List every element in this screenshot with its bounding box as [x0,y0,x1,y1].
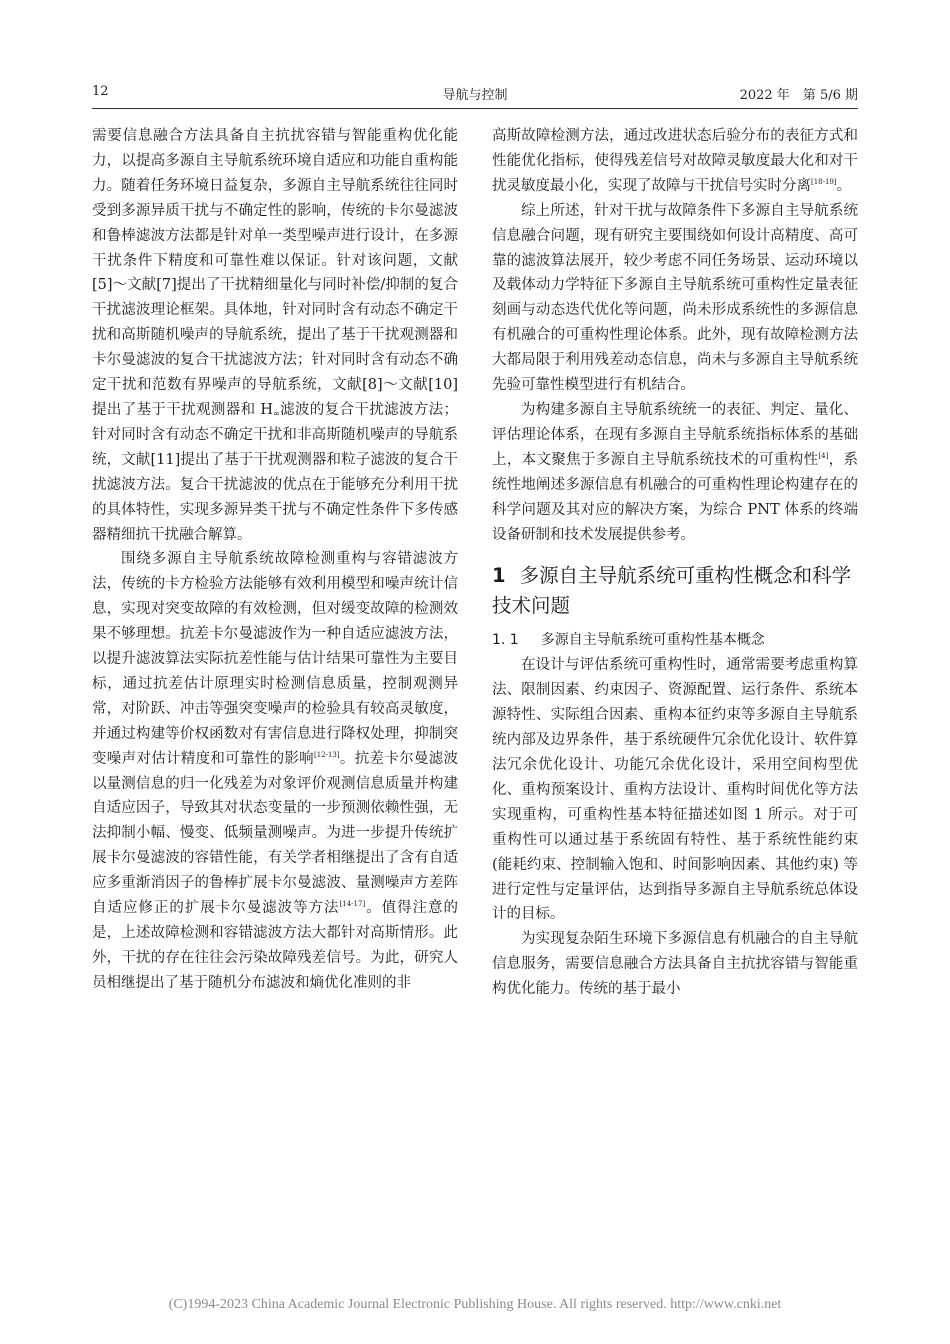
paragraph-1-tail: 滤波的复合干扰滤波方法；针对同时含有动态不确定干扰和非高斯随机噪声的导航系统，文献[11]提出了基于干扰观测器和粒子滤波的复合干扰滤波方法。复合干扰滤波的优点在于能够充分利用干扰的具体特性，实现多源异类干扰与不确定性条件下多传感器精细抗干扰融合解算。 [92,401,458,543]
citation-4: [4] [818,451,829,460]
paragraph-3-text-b: 。 [836,177,852,194]
paragraph-3-text-a: 高斯故障检测方法，通过改进状态后验分布的表征方式和性能优化指标，使得残差信号对故障灵敏度最大化和对干扰灵敏度最小化，实现了故障与干扰信号实时分离 [492,128,858,194]
paragraph-2 [92,547,458,995]
section-1-heading [492,561,858,621]
paragraph-5-text-b: ，系统性地阐述多源信息有机融合的可重构性理论构建存在的科学问题及其对应的解决方案，为综合 PNT 体系的终端设备研制和技术发展提供参考。 [492,451,859,543]
issue-info: 2022 年 第 5/6 期 [739,88,858,103]
paragraph-1 [92,124,458,547]
page-number: 12 [92,84,109,99]
section-1-1-title: 多源自主导航系统可重构性基本概念 [540,632,765,649]
running-header [92,84,858,106]
paragraph-7: 为实现复杂陌生环境下多源信息有机融合的自主导航信息服务，需要信息融合方法具备自主抗扰容错与智能重构优化能力。传统的基于最小 [492,931,858,998]
citation-14-17: [14-17] [339,900,366,909]
section-1-1-number: 1. 1 [492,632,519,649]
citation-18-19: [18-19] [811,177,837,186]
paragraph-5-text-a: 为构建多源自主导航系统统一的表征、判定、量化、评估理论体系，在现有多源自主导航系统指标体系的基础上，本文聚焦于多源自主导航系统技术的可重构性 [492,401,858,468]
section-1-1-heading [492,627,858,653]
citation-12-13: [12-13] [313,750,340,759]
paragraph-2-text-b: 。抗差卡尔曼滤波以量测信息的归一化残差为对象评价观测信息质量并构建自适应因子，导致其对状态变量的一步预测依赖性强，无法抑制小幅、慢变、低频量测噪声。为进一步提升传统扩展卡尔曼滤波的容错性能，有关学者相继提出了含有自适应多重渐消因子的鲁棒扩展卡尔曼滤波、量测噪声方差阵自适应修正的扩展卡尔曼滤波等方法 [92,750,459,917]
paragraph-4: 综上所述，针对干扰与故障条件下多源自主导航系统信息融合问题，现有研究主要围绕如何设计高精度、高可靠的滤波算法展开，较少考虑不同任务场景、运动环境以及载体动力学特征下多源自主导航系统可重构性定量表征刻画与动态迭代优化等问题，尚未形成系统性的多源信息有机融合的可重构性理论体系。此外，现有故障检测方法大都局限于利用残差动态信息，尚未与多源自主导航系统先验可靠性模型进行有机结合。 [492,202,858,394]
journal-title: 导航与控制 [442,88,508,103]
header-rule [92,108,858,109]
copyright-footer: (C)1994-2023 China Academic Journal Electronic Publishing House. All rights reserved. http://www.cnki.net [168,1297,782,1312]
h-infinity-subscript: ∞ [273,408,280,418]
paragraph-1-text: 需要信息融合方法具备自主抗扰容错与智能重构优化能力，以提高多源自主导航系统环境自适应和功能自重构能力。随着任务环境日益复杂，多源自主导航系统往往同时受到多源异质干扰与不确定性的影响，传统的卡尔曼滤波和鲁棒滤波方法都是针对单一类型噪声进行设计，在多源干扰条件下精度和可靠性难以保证。针对该问题，文献[5]～文献[7]提出了干扰精细量化与同时补偿/抑制的复合干扰滤波理论框架。具体地，针对同时含有动态不确定干扰和高斯随机噪声的导航系统，提出了基于干扰观测器和卡尔曼滤波的复合干扰滤波方法；针对同时含有动态不确定干扰和范数有界噪声的导航系统，文献[8]～文献[10]提出了基于干扰观测器和 H [92,128,458,418]
right-column [492,124,858,1002]
paragraph-2-text-a: 围绕多源自主导航系统故障检测重构与容错滤波方法，传统的卡方检验方法能够有效利用模型和噪声统计信息，实现对突变故障的有效检测，但对缓变故障的检测效果不够理想。抗差卡尔曼滤波作为一种自适应滤波方法，以提升滤波算法实际抗差性能与估计结果可靠性为主要目标，通过抗差估计原理实时检测信息质量，控制观测异常，对阶跃、冲击等强突变噪声的检验具有较高灵敏度，并通过构建等价权函数对有害信息进行降权处理，抑制突变噪声对估计精度和可靠性的影响 [92,551,458,767]
paragraph-2-text-c: 。值得注意的是，上述故障检测和容错滤波方法大都针对高斯情形。此外，干扰的存在往往会污染故障残差信号。为此，研究人员相继提出了基于随机分布滤波和熵优化准则的非 [92,900,459,991]
paragraph-6: 在设计与评估系统可重构性时，通常需要考虑重构算法、限制因素、约束因子、资源配置、运行条件、系统本源特性、实际组合因素、重构本征约束等多源自主导航系统内部及边界条件，基于系统硬件冗余优化设计、软件算法冗余优化设计、功能冗余优化设计，采用空间构型优化、重构预案设计、重构方法设计、重构时间优化等方法实现重构，可重构性基本特征描述如图 1 所示。对于可重构性可以通过基于系统固有特性、基于系统性能约束(能耗约束、控制输入饱和、时间影响因素、其他约束) 等进行定性与定量评估，达到指导多源自主导航系统总体设计的目标。 [492,657,858,923]
section-1-number: 1 [492,564,506,588]
paragraph-5 [492,398,858,547]
left-column [92,124,458,996]
section-1-title: 多源自主导航系统可重构性概念和科学技术问题 [492,564,852,618]
paragraph-3 [492,124,858,199]
